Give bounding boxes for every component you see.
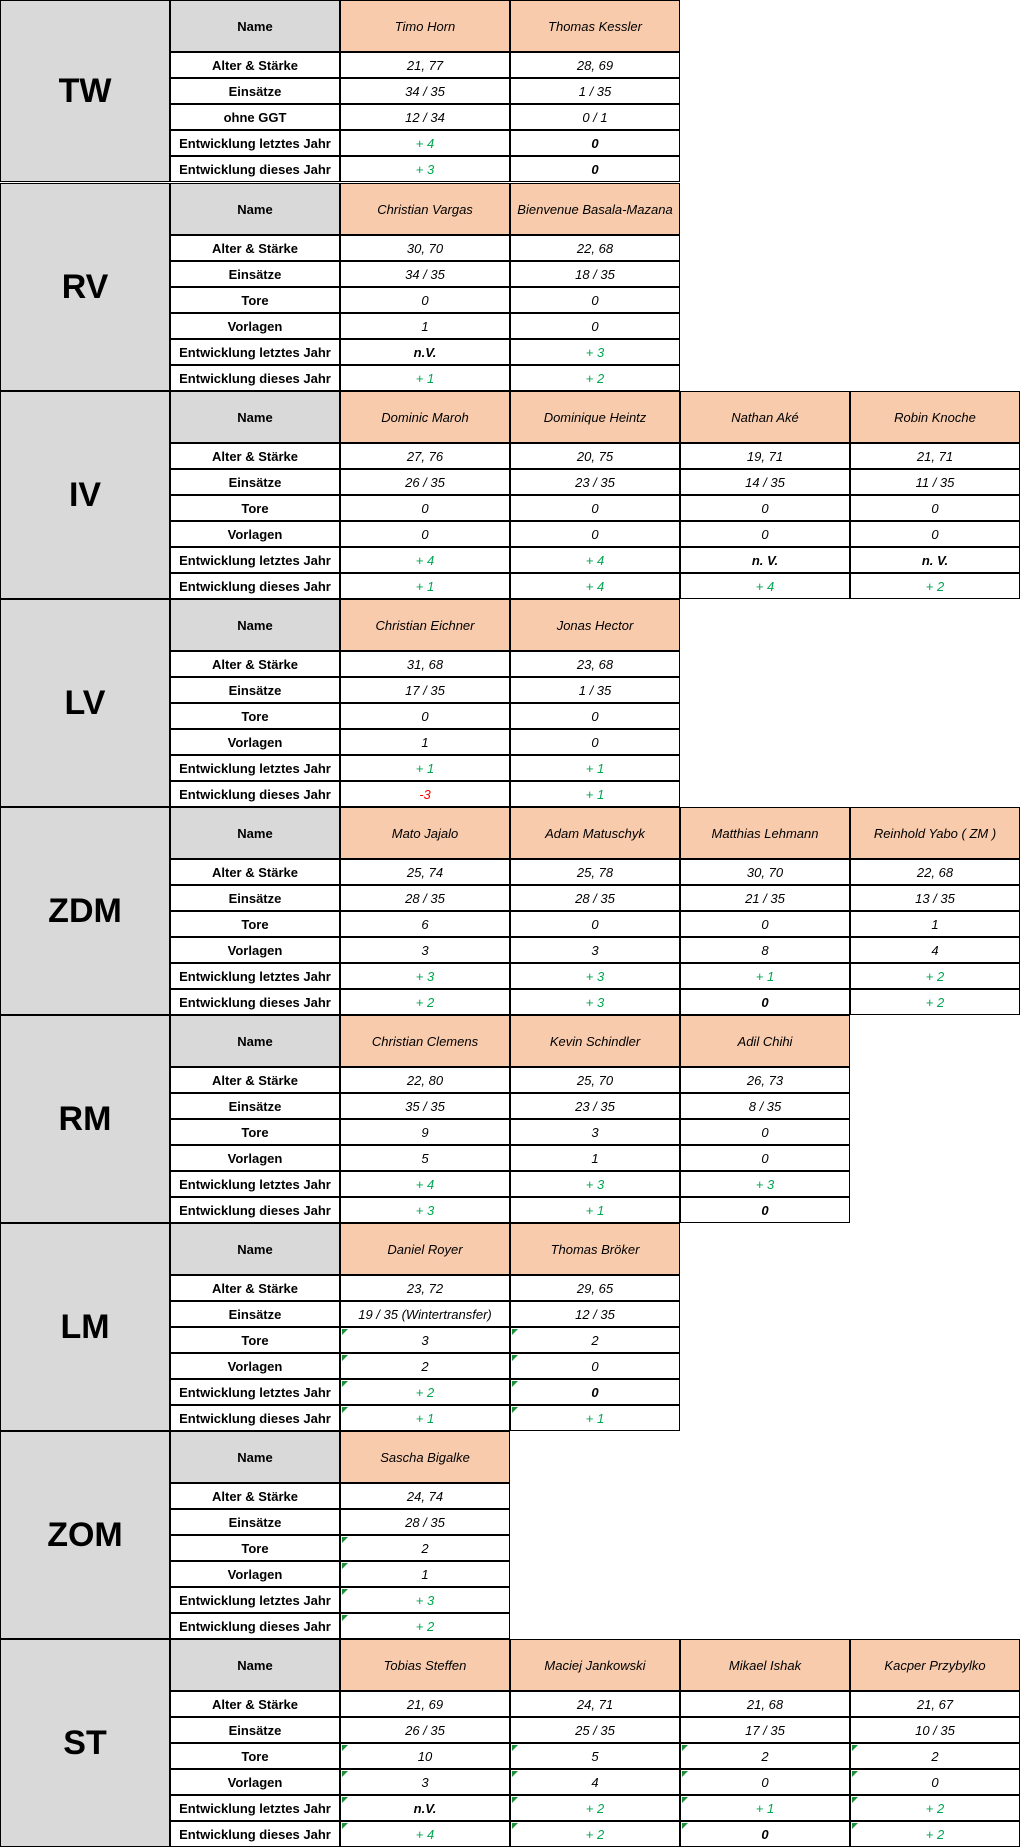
stat-assists: 0	[850, 521, 1020, 547]
stat-age: 23, 68	[510, 651, 680, 677]
stat-age: 22, 80	[340, 1067, 510, 1093]
stat-apps: 19 / 35 (Wintertransfer)	[340, 1301, 510, 1327]
player-name: Christian Eichner	[340, 599, 510, 651]
row-label-dev-this: Entwicklung dieses Jahr	[170, 989, 340, 1015]
row-label-apps: Einsätze	[170, 261, 340, 287]
stat-dev-last: + 1	[680, 1795, 850, 1821]
player-name: Tobias Steffen	[340, 1639, 510, 1691]
stat-apps: 28 / 35	[340, 885, 510, 911]
stat-age: 21, 77	[340, 52, 510, 78]
stat-dev-this: + 3	[510, 989, 680, 1015]
cell-comment-marker-icon	[342, 1563, 348, 1569]
stat-assists: 0	[680, 1769, 850, 1795]
stat-apps: 25 / 35	[510, 1717, 680, 1743]
row-label-name: Name	[170, 1639, 340, 1691]
stat-age: 23, 72	[340, 1275, 510, 1301]
row-label-apps: Einsätze	[170, 1717, 340, 1743]
row-label-assists: Vorlagen	[170, 1353, 340, 1379]
stat-apps: 14 / 35	[680, 469, 850, 495]
stat-dev-last: + 2	[850, 963, 1020, 989]
cell-comment-marker-icon	[342, 1589, 348, 1595]
stat-assists: 0	[680, 521, 850, 547]
stat-dev-last: + 4	[340, 547, 510, 573]
player-name: Jonas Hector	[510, 599, 680, 651]
row-label-assists: Vorlagen	[170, 1769, 340, 1795]
row-label-goals: Tore	[170, 1119, 340, 1145]
stat-dev-this: 0	[510, 156, 680, 182]
stat-apps: 35 / 35	[340, 1093, 510, 1119]
cell-comment-marker-icon	[682, 1771, 688, 1777]
row-label-apps: Einsätze	[170, 78, 340, 104]
row-label-assists: Vorlagen	[170, 729, 340, 755]
stat-assists: 1	[340, 729, 510, 755]
cell-comment-marker-icon	[342, 1745, 348, 1751]
row-label-dev-this: Entwicklung dieses Jahr	[170, 156, 340, 182]
stat-dev-this: 0	[680, 989, 850, 1015]
row-label-name: Name	[170, 391, 340, 443]
stat-goals: 10	[340, 1743, 510, 1769]
player-name: Christian Clemens	[340, 1015, 510, 1067]
row-label-dev-last: Entwicklung letztes Jahr	[170, 1587, 340, 1613]
cell-comment-marker-icon	[342, 1797, 348, 1803]
stat-goals: 9	[340, 1119, 510, 1145]
stat-apps: 13 / 35	[850, 885, 1020, 911]
stat-dev-this: + 1	[340, 573, 510, 599]
cell-comment-marker-icon	[512, 1797, 518, 1803]
stat-dev-this: + 2	[510, 1821, 680, 1847]
cell-comment-marker-icon	[512, 1355, 518, 1361]
cell-comment-marker-icon	[512, 1745, 518, 1751]
stat-goals: 0	[680, 495, 850, 521]
stat-assists: 2	[340, 1353, 510, 1379]
stat-assists: 1	[510, 1145, 680, 1171]
row-label-assists: Vorlagen	[170, 1561, 340, 1587]
stat-age: 26, 73	[680, 1067, 850, 1093]
stat-age: 25, 70	[510, 1067, 680, 1093]
player-name: Dominic Maroh	[340, 391, 510, 443]
stat-apps: 11 / 35	[850, 469, 1020, 495]
position-label: RV	[0, 183, 170, 391]
row-label-dev-last: Entwicklung letztes Jahr	[170, 755, 340, 781]
cell-comment-marker-icon	[682, 1797, 688, 1803]
row-label-apps: Einsätze	[170, 469, 340, 495]
stat-age: 22, 68	[850, 859, 1020, 885]
stat-goals: 0	[680, 911, 850, 937]
stat-goals: 0	[510, 911, 680, 937]
stat-apps: 17 / 35	[340, 677, 510, 703]
position-block-lv	[0, 599, 1021, 807]
row-label-assists: Vorlagen	[170, 521, 340, 547]
stat-dev-last: n. V.	[680, 547, 850, 573]
position-block-rv	[0, 183, 1021, 391]
position-block-iv	[0, 391, 1021, 599]
stat-ggt: 12 / 34	[340, 104, 510, 130]
row-label-goals: Tore	[170, 1743, 340, 1769]
row-label-age: Alter & Stärke	[170, 1691, 340, 1717]
stat-apps: 1 / 35	[510, 78, 680, 104]
position-block-tw	[0, 0, 1021, 182]
player-name: Adil Chihi	[680, 1015, 850, 1067]
stat-dev-this: + 3	[340, 1197, 510, 1223]
stat-age: 27, 76	[340, 443, 510, 469]
row-label-dev-this: Entwicklung dieses Jahr	[170, 1197, 340, 1223]
player-name: Bienvenue Basala-Mazana	[510, 183, 680, 235]
row-label-dev-last: Entwicklung letztes Jahr	[170, 547, 340, 573]
row-label-dev-this: Entwicklung dieses Jahr	[170, 1405, 340, 1431]
stat-dev-last: + 3	[680, 1171, 850, 1197]
stat-age: 29, 65	[510, 1275, 680, 1301]
stat-dev-this: + 2	[340, 1613, 510, 1639]
stat-apps: 26 / 35	[340, 1717, 510, 1743]
stat-age: 30, 70	[340, 235, 510, 261]
cell-comment-marker-icon	[852, 1771, 858, 1777]
stat-age: 24, 71	[510, 1691, 680, 1717]
row-label-dev-last: Entwicklung letztes Jahr	[170, 339, 340, 365]
stat-apps: 17 / 35	[680, 1717, 850, 1743]
stat-dev-last: + 3	[510, 963, 680, 989]
stat-dev-last: + 4	[340, 130, 510, 156]
stat-age: 24, 74	[340, 1483, 510, 1509]
row-label-dev-this: Entwicklung dieses Jahr	[170, 573, 340, 599]
row-label-goals: Tore	[170, 911, 340, 937]
stat-apps: 8 / 35	[680, 1093, 850, 1119]
stat-dev-this: + 4	[680, 573, 850, 599]
stat-assists: 4	[510, 1769, 680, 1795]
position-label: LM	[0, 1223, 170, 1431]
stat-dev-last: + 1	[340, 755, 510, 781]
player-name: Matthias Lehmann	[680, 807, 850, 859]
row-label-dev-this: Entwicklung dieses Jahr	[170, 365, 340, 391]
position-label: RM	[0, 1015, 170, 1223]
stat-goals: 0	[510, 703, 680, 729]
stat-dev-last: + 1	[680, 963, 850, 989]
stat-ggt: 0 / 1	[510, 104, 680, 130]
stat-age: 21, 69	[340, 1691, 510, 1717]
stat-apps: 18 / 35	[510, 261, 680, 287]
stat-assists: 1	[340, 313, 510, 339]
stat-dev-this: + 3	[340, 156, 510, 182]
player-name: Dominique Heintz	[510, 391, 680, 443]
row-label-dev-this: Entwicklung dieses Jahr	[170, 781, 340, 807]
stat-assists: 0	[850, 1769, 1020, 1795]
row-label-apps: Einsätze	[170, 1093, 340, 1119]
stat-goals: 3	[340, 1327, 510, 1353]
player-name: Mato Jajalo	[340, 807, 510, 859]
stat-assists: 0	[510, 313, 680, 339]
cell-comment-marker-icon	[682, 1823, 688, 1829]
row-label-assists: Vorlagen	[170, 1145, 340, 1171]
stat-dev-last: n.V.	[340, 339, 510, 365]
player-name: Mikael Ishak	[680, 1639, 850, 1691]
stat-assists: 8	[680, 937, 850, 963]
player-name: Adam Matuschyk	[510, 807, 680, 859]
row-label-name: Name	[170, 599, 340, 651]
stat-age: 25, 74	[340, 859, 510, 885]
stat-dev-this: -3	[340, 781, 510, 807]
stat-assists: 3	[510, 937, 680, 963]
stat-apps: 1 / 35	[510, 677, 680, 703]
row-label-goals: Tore	[170, 703, 340, 729]
stat-dev-this: + 2	[340, 989, 510, 1015]
stat-goals: 2	[680, 1743, 850, 1769]
stat-apps: 23 / 35	[510, 469, 680, 495]
stat-goals: 3	[510, 1119, 680, 1145]
stat-dev-this: + 4	[340, 1821, 510, 1847]
cell-comment-marker-icon	[342, 1381, 348, 1387]
player-name: Thomas Bröker	[510, 1223, 680, 1275]
position-label: LV	[0, 599, 170, 807]
row-label-age: Alter & Stärke	[170, 1275, 340, 1301]
cell-comment-marker-icon	[682, 1745, 688, 1751]
stat-assists: 1	[340, 1561, 510, 1587]
stat-dev-this: + 2	[850, 989, 1020, 1015]
stat-goals: 6	[340, 911, 510, 937]
row-label-age: Alter & Stärke	[170, 651, 340, 677]
stat-dev-last: + 2	[510, 1795, 680, 1821]
row-label-goals: Tore	[170, 1327, 340, 1353]
cell-comment-marker-icon	[342, 1771, 348, 1777]
stat-dev-last: + 1	[510, 755, 680, 781]
stat-age: 25, 78	[510, 859, 680, 885]
stat-goals: 2	[510, 1327, 680, 1353]
row-label-age: Alter & Stärke	[170, 859, 340, 885]
stat-assists: 0	[510, 729, 680, 755]
stat-assists: 0	[510, 1353, 680, 1379]
player-name: Maciej Jankowski	[510, 1639, 680, 1691]
row-label-dev-last: Entwicklung letztes Jahr	[170, 1795, 340, 1821]
row-label-age: Alter & Stärke	[170, 1483, 340, 1509]
position-block-st	[0, 1639, 1021, 1847]
stat-dev-this: + 2	[510, 365, 680, 391]
player-name: Nathan Aké	[680, 391, 850, 443]
row-label-name: Name	[170, 1431, 340, 1483]
stat-dev-last: + 2	[850, 1795, 1020, 1821]
row-label-dev-last: Entwicklung letztes Jahr	[170, 1379, 340, 1405]
stat-dev-this: + 1	[340, 1405, 510, 1431]
cell-comment-marker-icon	[342, 1407, 348, 1413]
stat-dev-this: + 2	[850, 1821, 1020, 1847]
stat-dev-last: n.V.	[340, 1795, 510, 1821]
cell-comment-marker-icon	[512, 1329, 518, 1335]
stat-goals: 2	[340, 1535, 510, 1561]
player-name: Christian Vargas	[340, 183, 510, 235]
cell-comment-marker-icon	[512, 1771, 518, 1777]
position-label: ZOM	[0, 1431, 170, 1639]
stat-age: 28, 69	[510, 52, 680, 78]
row-label-dev-last: Entwicklung letztes Jahr	[170, 1171, 340, 1197]
stat-dev-last: + 3	[340, 1587, 510, 1613]
stat-apps: 21 / 35	[680, 885, 850, 911]
stat-goals: 0	[340, 287, 510, 313]
row-label-goals: Tore	[170, 495, 340, 521]
player-name: Kevin Schindler	[510, 1015, 680, 1067]
stat-goals: 0	[680, 1119, 850, 1145]
stat-age: 21, 68	[680, 1691, 850, 1717]
position-label: ST	[0, 1639, 170, 1847]
cell-comment-marker-icon	[342, 1355, 348, 1361]
player-name: Robin Knoche	[850, 391, 1020, 443]
stat-age: 31, 68	[340, 651, 510, 677]
stat-goals: 5	[510, 1743, 680, 1769]
player-name: Kacper Przybylko	[850, 1639, 1020, 1691]
row-label-ggt: ohne GGT	[170, 104, 340, 130]
stat-assists: 3	[340, 937, 510, 963]
stat-assists: 0	[510, 521, 680, 547]
row-label-apps: Einsätze	[170, 885, 340, 911]
stat-dev-last: 0	[510, 1379, 680, 1405]
cell-comment-marker-icon	[512, 1823, 518, 1829]
row-label-dev-this: Entwicklung dieses Jahr	[170, 1821, 340, 1847]
row-label-dev-last: Entwicklung letztes Jahr	[170, 963, 340, 989]
stat-age: 19, 71	[680, 443, 850, 469]
player-name: Daniel Royer	[340, 1223, 510, 1275]
position-block-zdm	[0, 807, 1021, 1015]
cell-comment-marker-icon	[852, 1745, 858, 1751]
row-label-name: Name	[170, 1223, 340, 1275]
player-name: Sascha Bigalke	[340, 1431, 510, 1483]
player-name: Thomas Kessler	[510, 0, 680, 52]
stat-assists: 4	[850, 937, 1020, 963]
position-label: TW	[0, 0, 170, 182]
row-label-apps: Einsätze	[170, 1301, 340, 1327]
cell-comment-marker-icon	[342, 1329, 348, 1335]
stat-dev-this: + 2	[850, 573, 1020, 599]
cell-comment-marker-icon	[512, 1407, 518, 1413]
row-label-apps: Einsätze	[170, 1509, 340, 1535]
row-label-age: Alter & Stärke	[170, 52, 340, 78]
stat-dev-last: + 2	[340, 1379, 510, 1405]
player-name: Timo Horn	[340, 0, 510, 52]
stat-dev-this: + 1	[510, 1405, 680, 1431]
position-label: IV	[0, 391, 170, 599]
stat-dev-last: + 3	[340, 963, 510, 989]
stat-dev-this: + 4	[510, 573, 680, 599]
cell-comment-marker-icon	[852, 1797, 858, 1803]
stat-dev-last: 0	[510, 130, 680, 156]
stat-dev-last: + 4	[340, 1171, 510, 1197]
row-label-apps: Einsätze	[170, 677, 340, 703]
stat-assists: 5	[340, 1145, 510, 1171]
position-block-rm	[0, 1015, 1021, 1223]
stat-goals: 0	[340, 495, 510, 521]
row-label-name: Name	[170, 183, 340, 235]
stat-apps: 34 / 35	[340, 78, 510, 104]
stat-goals: 2	[850, 1743, 1020, 1769]
stat-age: 30, 70	[680, 859, 850, 885]
stat-dev-this: + 1	[340, 365, 510, 391]
stat-goals: 0	[340, 703, 510, 729]
row-label-assists: Vorlagen	[170, 313, 340, 339]
stat-goals: 0	[510, 287, 680, 313]
cell-comment-marker-icon	[342, 1823, 348, 1829]
stat-assists: 0	[680, 1145, 850, 1171]
position-label: ZDM	[0, 807, 170, 1015]
cell-comment-marker-icon	[512, 1381, 518, 1387]
row-label-dev-last: Entwicklung letztes Jahr	[170, 130, 340, 156]
cell-comment-marker-icon	[342, 1615, 348, 1621]
stat-dev-last: + 3	[510, 339, 680, 365]
stat-dev-this: 0	[680, 1197, 850, 1223]
row-label-assists: Vorlagen	[170, 937, 340, 963]
stat-assists: 0	[340, 521, 510, 547]
stat-age: 22, 68	[510, 235, 680, 261]
stat-apps: 23 / 35	[510, 1093, 680, 1119]
row-label-goals: Tore	[170, 1535, 340, 1561]
row-label-age: Alter & Stärke	[170, 235, 340, 261]
row-label-age: Alter & Stärke	[170, 443, 340, 469]
stat-apps: 28 / 35	[340, 1509, 510, 1535]
stat-dev-this: + 1	[510, 1197, 680, 1223]
stat-dev-this: + 1	[510, 781, 680, 807]
row-label-name: Name	[170, 1015, 340, 1067]
cell-comment-marker-icon	[852, 1823, 858, 1829]
stat-dev-last: + 3	[510, 1171, 680, 1197]
row-label-name: Name	[170, 807, 340, 859]
stat-apps: 26 / 35	[340, 469, 510, 495]
stat-apps: 34 / 35	[340, 261, 510, 287]
stat-dev-last: n. V.	[850, 547, 1020, 573]
row-label-goals: Tore	[170, 287, 340, 313]
stat-age: 20, 75	[510, 443, 680, 469]
stat-dev-last: + 4	[510, 547, 680, 573]
stat-apps: 12 / 35	[510, 1301, 680, 1327]
stat-goals: 0	[510, 495, 680, 521]
row-label-dev-this: Entwicklung dieses Jahr	[170, 1613, 340, 1639]
stat-goals: 0	[850, 495, 1020, 521]
stat-age: 21, 67	[850, 1691, 1020, 1717]
position-block-zom	[0, 1431, 1021, 1639]
player-name: Reinhold Yabo ( ZM )	[850, 807, 1020, 859]
stat-apps: 28 / 35	[510, 885, 680, 911]
stat-age: 21, 71	[850, 443, 1020, 469]
cell-comment-marker-icon	[342, 1537, 348, 1543]
stat-dev-this: 0	[680, 1821, 850, 1847]
stat-goals: 1	[850, 911, 1020, 937]
stat-apps: 10 / 35	[850, 1717, 1020, 1743]
row-label-name: Name	[170, 0, 340, 52]
position-block-lm	[0, 1223, 1021, 1431]
stat-assists: 3	[340, 1769, 510, 1795]
row-label-age: Alter & Stärke	[170, 1067, 340, 1093]
